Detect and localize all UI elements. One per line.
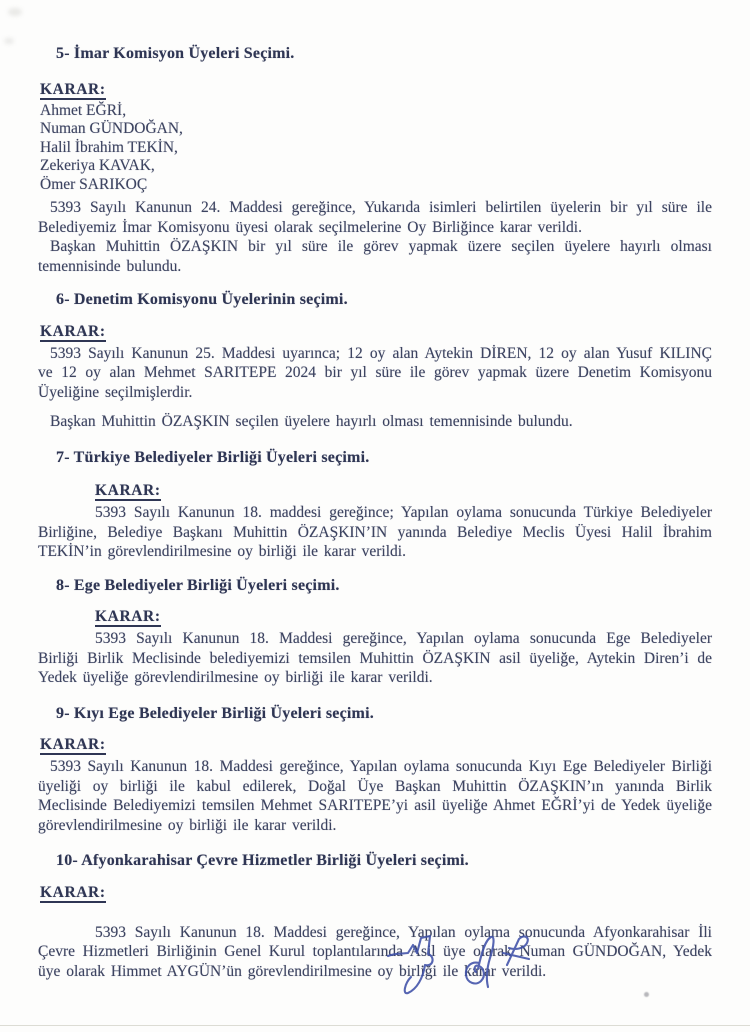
decision-paragraph: 5393 Sayılı Kanunun 18. Maddesi gereğince, Yapılan oylama sonucunda Ege Belediyeler Birliği Birlik Meclisinde belediyemizi temsilen Muhittin ÖZAŞKIN asil üyeliğe, Aytekin Diren’i de Yedek üyeliğe görevlendirilmesine oy birliği ile karar verildi. xyxy=(38,630,712,686)
karar-label: KARAR: xyxy=(40,736,106,753)
karar-label: KARAR: xyxy=(40,322,106,340)
decision-paragraph: 5393 Sayılı Kanunun 25. Maddesi uyarınca; 12 oy alan Aytekin DİREN, 12 oy alan Yusuf KILINÇ ve 12 oy alan Mehmet SARITEPE 2024 bir yıl süre ile görev yapmak üzere Denetim Komisyonu Üyeliğine seçilmişlerdir. xyxy=(38,344,712,401)
section-ege-belediyeler-birligi xyxy=(38,576,712,688)
karar-label: KARAR: xyxy=(40,80,106,98)
member-name: Ömer SARIKOÇ xyxy=(40,175,148,193)
section-heading: 8- Ege Belediyeler Birliği Üyeleri seçimi. xyxy=(56,576,340,594)
scan-smudge xyxy=(8,8,22,16)
section-imar-komisyonu xyxy=(38,44,712,276)
decision-paragraph: Başkan Muhittin ÖZAŞKIN seçilen üyelere hayırlı olması temennisinde bulundu. xyxy=(50,413,573,430)
scan-smudge xyxy=(4,38,14,44)
decision-paragraph: 5393 Sayılı Kanunun 24. Maddesi gereğince, Yukarıda isimleri belirtilen üyelerin bir yıl süre ile Belediyemiz İmar Komisyonu üyesi olarak seçilmelerine Oy Birliğince karar verildi. xyxy=(38,199,712,236)
section-heading: 5- İmar Komisyon Üyeleri Seçimi. xyxy=(56,45,295,62)
section-heading: 6- Denetim Komisyonu Üyelerinin seçimi. xyxy=(56,291,348,308)
scan-speck xyxy=(644,992,649,997)
karar-label: KARAR: xyxy=(40,883,106,901)
section-kiyi-ege-belediyeler-birligi xyxy=(38,704,712,836)
section-denetim-komisyonu xyxy=(38,290,712,432)
member-list xyxy=(40,102,712,195)
member-name: Zekeriya KAVAK, xyxy=(40,157,155,174)
section-heading: 7- Türkiye Belediyeler Birliği Üyeleri seçimi. xyxy=(56,448,370,466)
section-heading: 10- Afyonkarahisar Çevre Hizmetler Birliği Üyeleri seçimi. xyxy=(56,852,469,869)
member-name: Halil İbrahim TEKİN, xyxy=(40,138,178,156)
karar-label: KARAR: xyxy=(95,482,161,499)
member-name: Numan GÜNDOĞAN, xyxy=(40,120,183,137)
scan-edge-line xyxy=(0,1025,750,1026)
signature-ink-icon xyxy=(383,923,547,1001)
section-cevre-hizmetler-birligi xyxy=(38,851,712,981)
karar-label: KARAR: xyxy=(95,608,161,625)
member-name: Ahmet EĞRİ, xyxy=(40,101,127,119)
section-turkiye-belediyeler-birligi xyxy=(38,448,712,562)
section-heading: 9- Kıyı Ege Belediyeler Birliği Üyeleri seçimi. xyxy=(56,704,374,722)
decision-paragraph: 5393 Sayılı Kanunun 18. Maddesi gereğince, Yapılan oylama sonucunda Afyonkarahisar İli Çevre Hizmetleri Birliğinin Genel Kurul toplantılarında Asil üye olarak Numan GÜNDOĞAN, Yedek üye olarak Himmet AYGÜN’ün görevlendirilmesine oy birliği ile karar verildi. xyxy=(38,923,712,980)
decision-paragraph: Başkan Muhittin ÖZAŞKIN bir yıl süre ile görev yapmak üzere seçilen üyelere hayırlı olması temennisinde bulundu. xyxy=(38,238,712,275)
decision-paragraph: 5393 Sayılı Kanunun 18. Maddesi gereğince, Yapılan oylama sonucunda Kıyı Ege Belediyeler Birliği üyeliği oy birliği ile kabul edilerek, Doğal Üye Başkan Muhittin ÖZAŞKIN’ın yanında Birlik Meclisinde Belediyemizi temsilen Mehmet SARITEPE’yi asil üyeliğe Ahmet EĞRİ’yi de Yedek üyeliğe görevlendirilmesine oy birliği ile karar verildi. xyxy=(38,758,712,834)
decision-paragraph: 5393 Sayılı Kanunun 18. maddesi gereğince; Yapılan oylama sonucunda Türkiye Belediyeler Birliğine, Belediye Başkanı Muhittin ÖZAŞKIN’IN yanında Belediye Meclis Üyesi Halil İbrahim TEKİN’in görevlendirilmesine oy birliği ile karar verildi. xyxy=(38,504,712,560)
